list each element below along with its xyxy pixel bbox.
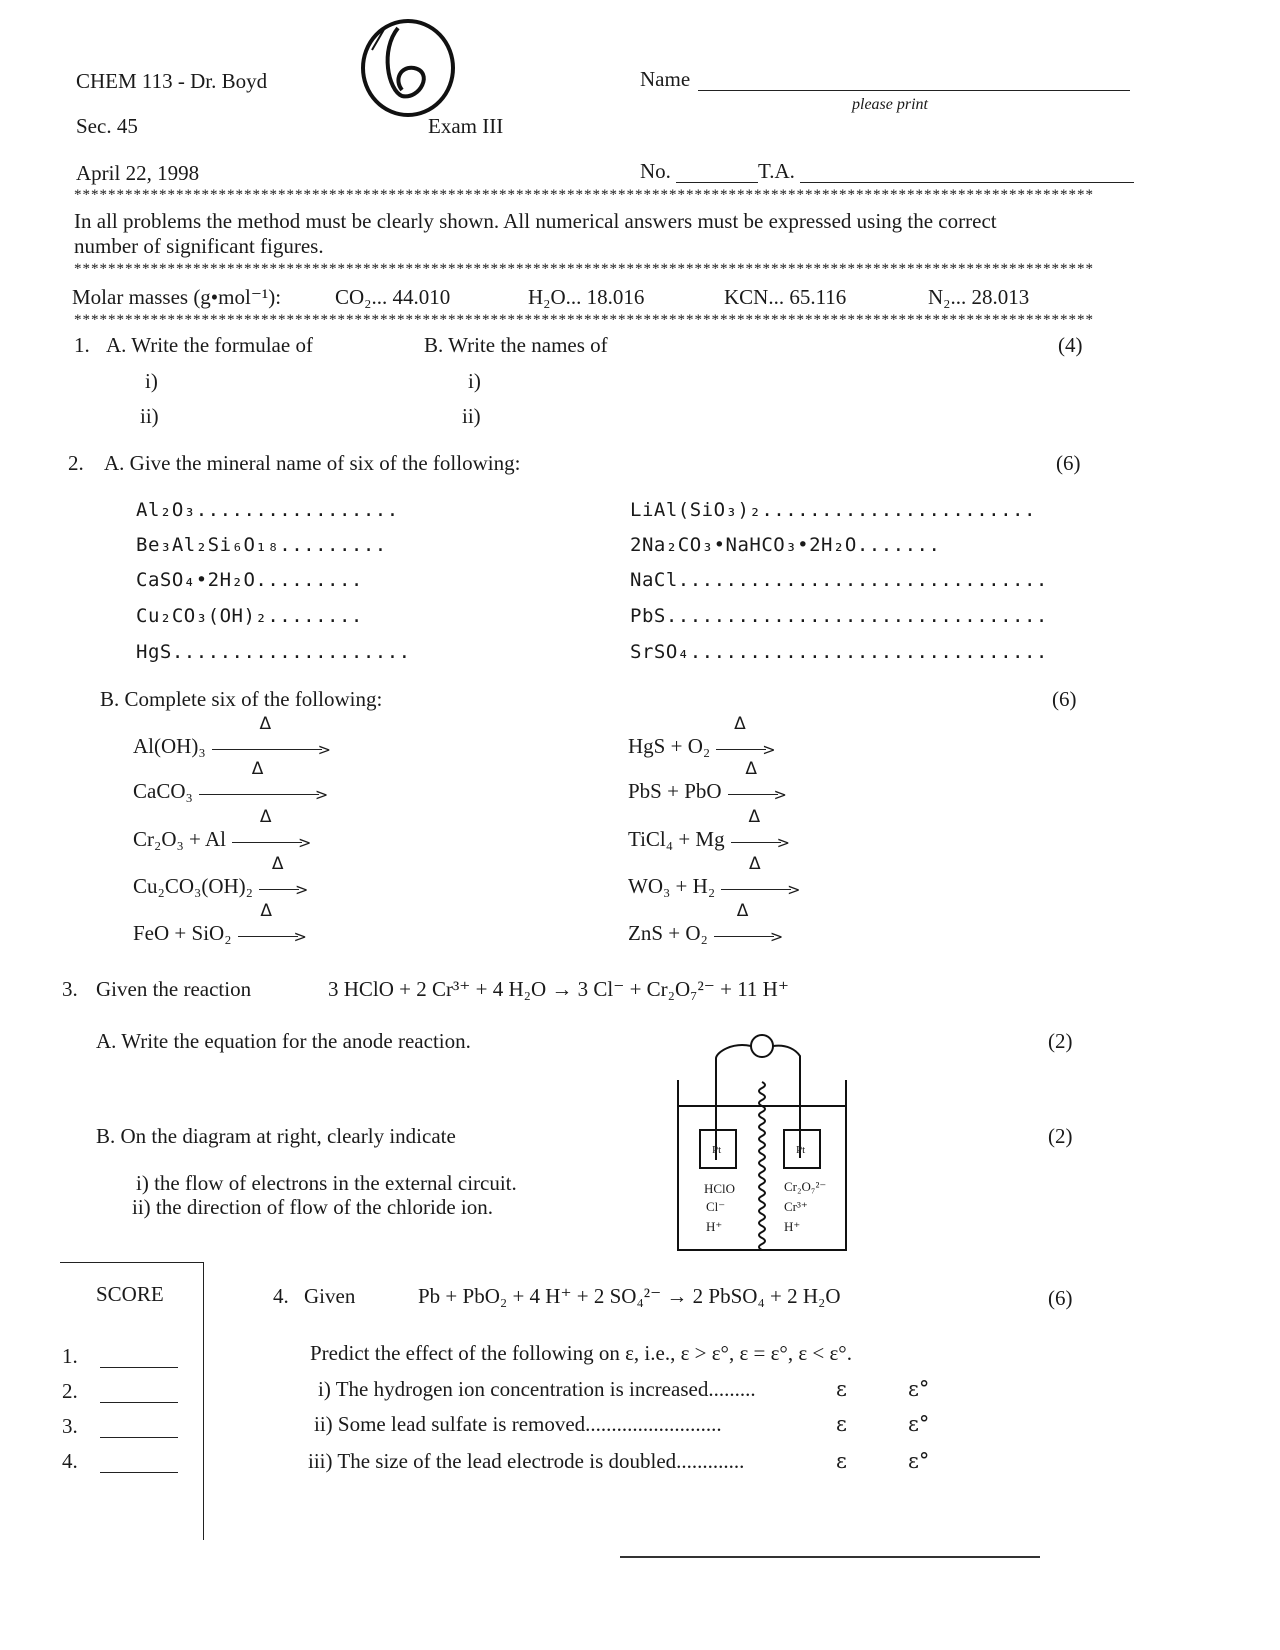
separator: ************************************************************************************************************************ — [74, 188, 1094, 203]
q4-item: i) The hydrogen ion concentration is increased......... — [318, 1377, 756, 1401]
please-print-note: please print — [852, 96, 928, 113]
mineral-item: LiAl(SiO₃)₂....................... — [630, 499, 1036, 521]
score-field[interactable] — [100, 1402, 178, 1403]
heat-arrow-icon: Δ > — [238, 924, 307, 947]
q3-a-points: (2) — [1048, 1029, 1073, 1053]
reaction-row — [133, 806, 312, 853]
heat-arrow-icon: Δ > — [716, 737, 775, 760]
heat-arrow-icon: Δ > — [199, 782, 328, 805]
section: Sec. 45 — [76, 114, 138, 138]
mineral-item: SrSO₄.............................. — [630, 641, 1048, 663]
q2-a-points: (6) — [1056, 451, 1081, 475]
reaction-row — [133, 758, 329, 805]
q4-equation: Pb + PbO₂ + 4 H⁺ + 2 SO₄²⁻ → 2 PbSO₄ + 2 H₂O — [418, 1284, 841, 1308]
left-species: HClO — [704, 1181, 736, 1196]
mineral-item: Be₃Al₂Si₆O₁₈......... — [136, 534, 387, 556]
reactants: HgS + O₂ — [628, 734, 711, 758]
course-title: CHEM 113 - Dr. Boyd — [76, 69, 268, 93]
ta-field[interactable] — [800, 182, 1134, 183]
mineral-item: PbS................................ — [630, 605, 1048, 627]
q3-b-i: i) the flow of electrons in the external circuit. — [136, 1171, 517, 1195]
score-field[interactable] — [100, 1367, 178, 1368]
q1-b-label: B. Write the names of — [424, 333, 608, 357]
reaction-row — [133, 853, 309, 900]
reactants: PbS + PbO — [628, 779, 722, 803]
q3-equation: 3 HClO + 2 Cr³⁺ + 4 H₂O → 3 Cl⁻ + Cr₂O₇²⁻ + 11 H⁺ — [328, 977, 789, 1001]
heat-arrow-icon: Δ > — [212, 737, 331, 760]
q3-b-ii: ii) the direction of flow of the chloride ion. — [132, 1195, 493, 1219]
score-title: SCORE — [96, 1282, 164, 1306]
delta-symbol: Δ — [734, 713, 746, 734]
delta-symbol: Δ — [251, 758, 264, 779]
delta-symbol: Δ — [260, 900, 273, 921]
delta-symbol: Δ — [259, 713, 272, 734]
reactants: CaCO₃ — [133, 779, 193, 803]
q2-b-points: (6) — [1052, 687, 1077, 711]
delta-symbol: Δ — [749, 853, 761, 874]
mineral-item: Cu₂CO₃(OH)₂........ — [136, 605, 363, 627]
q1-number: 1. — [74, 333, 90, 357]
delta-symbol: Δ — [736, 900, 749, 921]
reaction-row — [133, 713, 332, 760]
molar-mass-n2: N₂... 28.013 — [928, 285, 1030, 309]
right-electrode-label: Pt — [796, 1144, 806, 1156]
q1-points: (4) — [1058, 333, 1083, 357]
reactants: FeO + SiO₂ — [133, 921, 232, 945]
separator: ************************************************************************************************************************ — [74, 313, 1094, 328]
epsilon-standard: ε° — [908, 1412, 930, 1436]
molar-masses-label: Molar masses (g•mol⁻¹): — [72, 285, 282, 309]
q2-b-label: B. Complete six of the following: — [100, 687, 383, 711]
score-row-number: 3. — [62, 1414, 78, 1438]
q2-number: 2. — [68, 451, 84, 475]
delta-symbol: Δ — [745, 758, 758, 779]
name-field[interactable] — [698, 90, 1130, 91]
heat-arrow-icon: Δ > — [232, 830, 311, 853]
mineral-item: NaCl............................... — [630, 569, 1048, 591]
q4-item: ii) Some lead sulfate is removed.......................... — [314, 1412, 722, 1436]
q1-a-i: i) — [145, 369, 158, 393]
reactants: Al(OH)₃ — [133, 734, 206, 758]
epsilon-standard: ε° — [908, 1449, 930, 1473]
right-species: Cr₂O₇²⁻ — [784, 1179, 827, 1194]
mineral-item: HgS.................... — [136, 641, 411, 663]
q1-a-ii: ii) — [140, 404, 159, 428]
instructions-line-1: In all problems the method must be clearly shown. All numerical answers must be expressed using the correct — [74, 209, 997, 233]
handwritten-score-mark — [350, 10, 470, 120]
delta-symbol: Δ — [259, 806, 272, 827]
right-species: Cr³⁺ — [784, 1199, 808, 1214]
q2-a-label: A. Give the mineral name of six of the following: — [104, 451, 521, 475]
epsilon-answer[interactable]: ε — [836, 1377, 847, 1401]
q3-number: 3. — [62, 977, 78, 1001]
no-field[interactable] — [676, 182, 758, 183]
q4-points: (6) — [1048, 1286, 1073, 1310]
heat-arrow-icon: Δ > — [728, 782, 787, 805]
reaction-row — [628, 806, 791, 853]
instructions-line-2: number of significant figures. — [74, 234, 324, 258]
score-box-top — [60, 1262, 203, 1263]
q1-b-i: i) — [468, 369, 481, 393]
mineral-item: Al₂O₃................. — [136, 499, 399, 521]
right-species: H⁺ — [784, 1219, 801, 1234]
exam-title: Exam III — [428, 114, 504, 138]
no-label: No. — [640, 159, 671, 183]
q3-a-label: A. Write the equation for the anode reaction. — [96, 1029, 471, 1053]
q4-predict: Predict the effect of the following on ε, i.e., ε > ε°, ε = ε°, ε < ε°. — [310, 1341, 852, 1365]
molar-mass-co2: CO₂... 44.010 — [335, 285, 451, 309]
epsilon-answer[interactable]: ε — [836, 1412, 847, 1436]
score-row-number: 1. — [62, 1344, 78, 1368]
score-field[interactable] — [100, 1437, 178, 1438]
q1-b-ii: ii) — [462, 404, 481, 428]
reactants: Cu₂CO₃(OH)₂ — [133, 874, 253, 898]
score-row-number: 4. — [62, 1449, 78, 1473]
heat-arrow-icon: Δ > — [721, 877, 800, 900]
epsilon-standard: ε° — [908, 1377, 930, 1401]
electrochemical-cell-diagram[interactable] — [672, 1030, 852, 1255]
q4-item: iii) The size of the lead electrode is doubled............. — [308, 1449, 745, 1473]
delta-symbol: Δ — [271, 853, 284, 874]
q3-b-points: (2) — [1048, 1124, 1073, 1148]
molar-mass-kcn: KCN... 65.116 — [724, 285, 847, 309]
left-species: Cl⁻ — [706, 1199, 726, 1214]
q4-label: Given — [304, 1284, 356, 1308]
score-row-number: 2. — [62, 1379, 78, 1403]
separator: ************************************************************************************************************************ — [74, 262, 1094, 277]
q4-number: 4. — [273, 1284, 289, 1308]
name-label: Name — [640, 67, 691, 91]
q3-b-label: B. On the diagram at right, clearly indicate — [96, 1124, 456, 1148]
exam-date: April 22, 1998 — [76, 161, 200, 185]
reactants: ZnS + O₂ — [628, 921, 708, 945]
mineral-item: 2Na₂CO₃•NaHCO₃•2H₂O....... — [630, 534, 941, 556]
heat-arrow-icon: Δ > — [714, 924, 783, 947]
reaction-row — [628, 713, 776, 760]
scan-edge-line — [620, 1556, 1040, 1558]
q3-label: Given the reaction — [96, 977, 252, 1001]
heat-arrow-icon: Δ > — [731, 830, 790, 853]
reactants: Cr₂O₃ + Al — [133, 827, 226, 851]
reaction-row — [628, 853, 801, 900]
reaction-row — [628, 900, 784, 947]
reaction-row — [133, 900, 307, 947]
reactants: TiCl₄ + Mg — [628, 827, 725, 851]
cell-drawing — [672, 1030, 852, 1255]
left-species: H⁺ — [706, 1219, 723, 1234]
reactants: WO₃ + H₂ — [628, 874, 716, 898]
score-field[interactable] — [100, 1472, 178, 1473]
score-box-side — [203, 1262, 204, 1540]
delta-symbol: Δ — [748, 806, 761, 827]
epsilon-answer[interactable]: ε — [836, 1449, 847, 1473]
ta-label: T.A. — [758, 159, 795, 183]
q1-a-label: A. Write the formulae of — [106, 333, 313, 357]
reaction-row — [628, 758, 787, 805]
left-electrode-label: Pt — [712, 1144, 722, 1156]
molar-mass-h2o: H₂O... 18.016 — [528, 285, 645, 309]
heat-arrow-icon: Δ > — [259, 877, 308, 900]
mineral-item: CaSO₄•2H₂O......... — [136, 569, 363, 591]
